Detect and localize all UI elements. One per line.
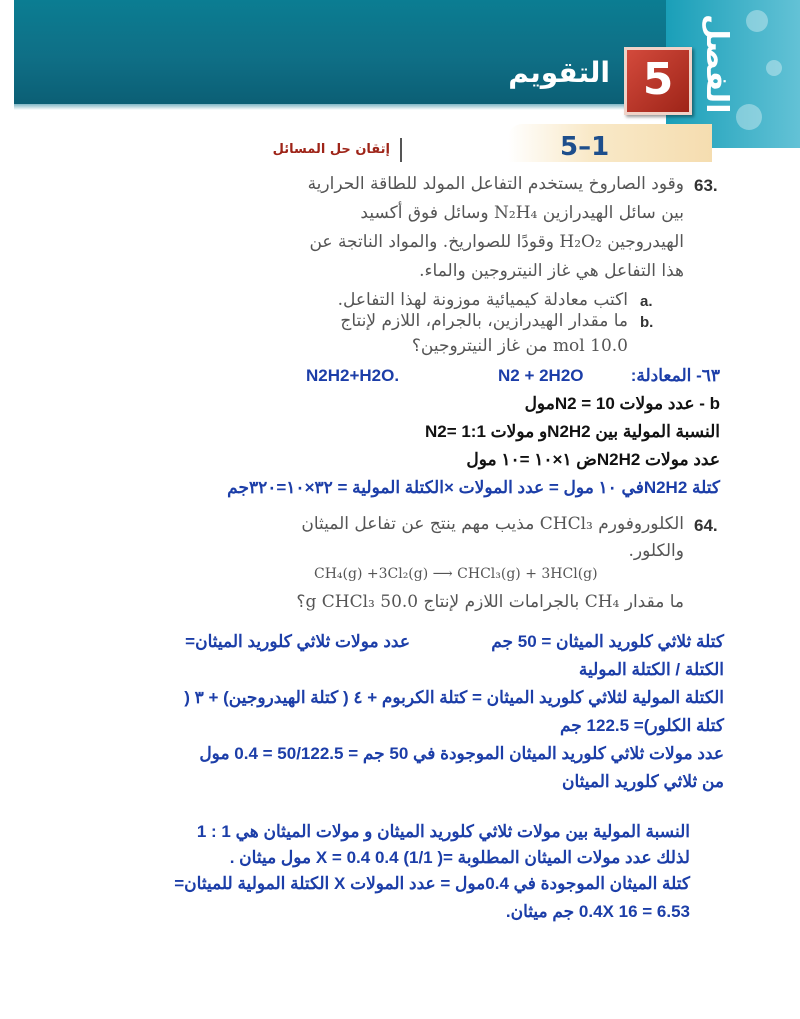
- answer63-line5: كتلة N2H2في ١٠ مول = عدد المولات ×الكتلة المولية = ٣٢×١٠=٣٢٠جم: [227, 478, 720, 497]
- q63-a-letter: a.: [640, 293, 653, 310]
- banner-shadow: [14, 104, 666, 110]
- q63-b-text2: 10.0 mol من غاز النيتروجين؟: [411, 336, 628, 356]
- q64-line2: والكلور.: [628, 541, 684, 561]
- q64-line1: الكلوروفورم CHCl₃ مذيب مهم ينتج عن تفاعل الميثان: [301, 514, 684, 534]
- answer63-line3: النسبة المولية بين N2H2و مولات N2= 1:1: [424, 422, 720, 441]
- answer64-line10: 0.4X 16 = 6.53 جم ميثان.: [505, 902, 690, 921]
- answer63-line4: عدد مولات N2H2ض ١×١٠ =١٠ مول: [466, 450, 720, 469]
- answer63-label: ٦٣- المعادلة:: [630, 366, 720, 385]
- answer64-line9: كتلة الميثان الموجودة في 0.4مول = عدد المولات X الكتلة المولية للميثان=: [174, 874, 690, 893]
- q63-b-letter: b.: [640, 314, 654, 331]
- page-title: التقويم: [508, 56, 610, 89]
- chapter-number: 5: [642, 54, 674, 105]
- answer64-line5: عدد مولات ثلاثي كلوريد الميثان الموجودة في 50 جم = 50/122.5 = 0.4 مول: [199, 744, 724, 763]
- answer64-line4: كتلة الكلور)= 122.5 جم: [559, 716, 724, 735]
- chapter-number-box: [624, 47, 692, 115]
- q63-a-text: اكتب معادلة كيميائية موزونة لهذا التفاعل.: [337, 290, 628, 310]
- answer64-line8: لذلك عدد مولات الميثان المطلوبة =( 1/1) 0.4 X = 0.4 مول ميثان .: [229, 848, 690, 867]
- q63-line2: بين سائل الهيدرازين N₂H₄ وسائل فوق أكسيد: [360, 203, 684, 223]
- answer63-eq-products: N2 + 2H2O: [498, 366, 584, 385]
- molecule-decoration: [746, 10, 768, 32]
- answer63-eq-reactants: N2H2+H2O.: [306, 366, 400, 385]
- q64-equation: CH₄(g) +3Cl₂(g) ⟶ CHCl₃(g) + 3HCl(g): [314, 566, 598, 582]
- answer64-line6: من ثلاثي كلوريد الميثان: [561, 772, 724, 791]
- q63-line3: الهيدروجين H₂O₂ وقودًا للصواريخ. والمواد الناتجة عن: [309, 232, 684, 252]
- answer63-line2: b - عدد مولات N2 = 10مول: [524, 394, 720, 413]
- chapter-word: الفصل: [699, 14, 734, 114]
- answer64-line3: الكتلة المولية لثلاثي كلوريد الميثان = كتلة الكربوم + ٤ ( كتلة الهيدروجين) + ٣ (: [184, 688, 724, 707]
- q64-line3: ما مقدار CH₄ بالجرامات اللازم لإنتاج 50.0 g CHCl₃؟: [296, 592, 684, 612]
- q63-line1: وقود الصاروخ يستخدم التفاعل المولد للطاقة الحرارية: [307, 174, 684, 194]
- mastery-label: إتقان حل المسائل: [272, 142, 390, 157]
- answer64-line1b: عدد مولات ثلاثي كلوريد الميثان=: [185, 632, 410, 651]
- divider: [400, 138, 402, 162]
- answer64-line2: الكتلة / الكتلة المولية: [578, 660, 724, 679]
- question-number-63: 63.: [694, 176, 718, 195]
- section-bar: [508, 124, 712, 162]
- q63-line4: هذا التفاعل هي غاز النيتروجين والماء.: [419, 261, 684, 281]
- molecule-decoration: [736, 104, 762, 130]
- answer64-line1a: كتلة ثلاثي كلوريد الميثان = 50 جم: [491, 632, 724, 651]
- q63-b-text1: ما مقدار الهيدرازين، بالجرام، اللازم لإنتاج: [340, 311, 628, 331]
- question-number-64: 64.: [694, 516, 718, 535]
- molecule-decoration: [766, 60, 782, 76]
- section-number: 5–1: [560, 132, 610, 162]
- answer64-line7: النسبة المولية بين مولات ثلاثي كلوريد الميثان و مولات الميثان هي 1 : 1: [196, 822, 690, 841]
